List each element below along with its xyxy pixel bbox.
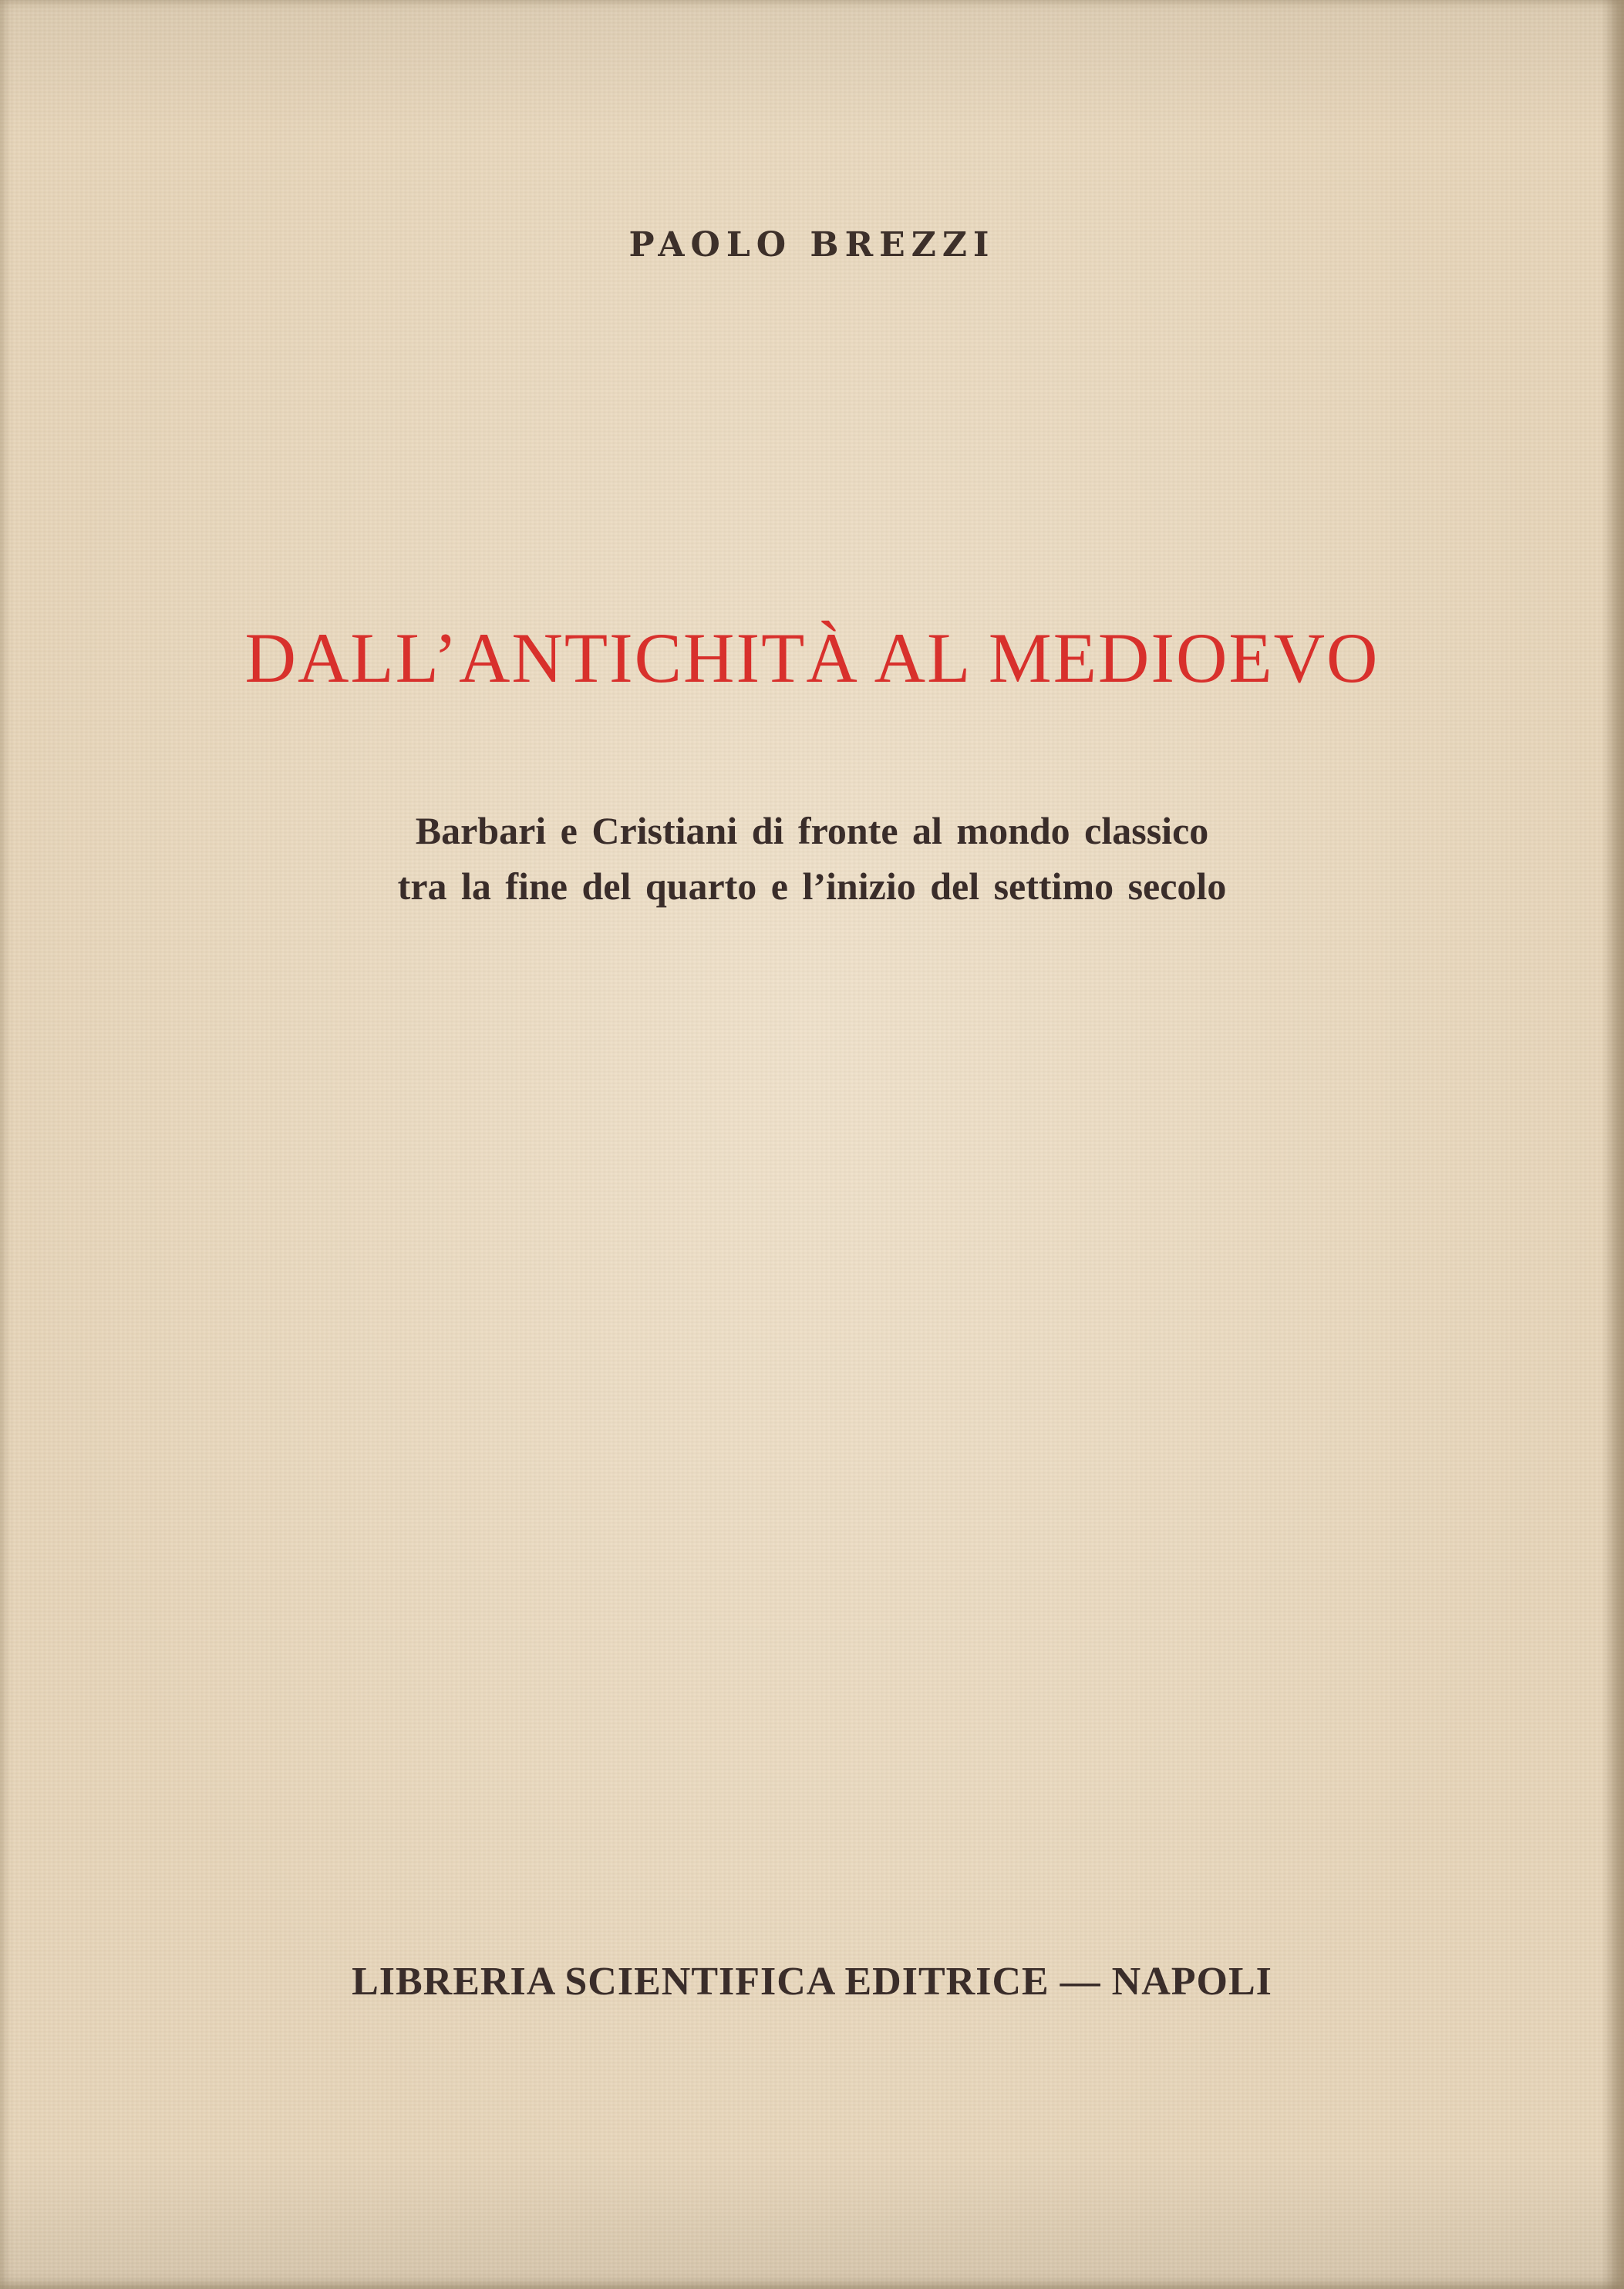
author-name: PAOLO BREZZI (628, 225, 996, 265)
subtitle-line-1: Barbari e Cristiani di fronte al mondo classico (415, 809, 1209, 852)
cover-edge-shadow (1601, 0, 1624, 2289)
book-title: DALL’ANTICHITÀ AL MEDIOEVO (244, 619, 1380, 697)
publisher-imprint: LIBRERIA SCIENTIFICA EDITRICE — NAPOLI (352, 1960, 1272, 2004)
subtitle-line-2: tra la fine del quarto e l’inizio del settimo secolo (397, 865, 1227, 908)
